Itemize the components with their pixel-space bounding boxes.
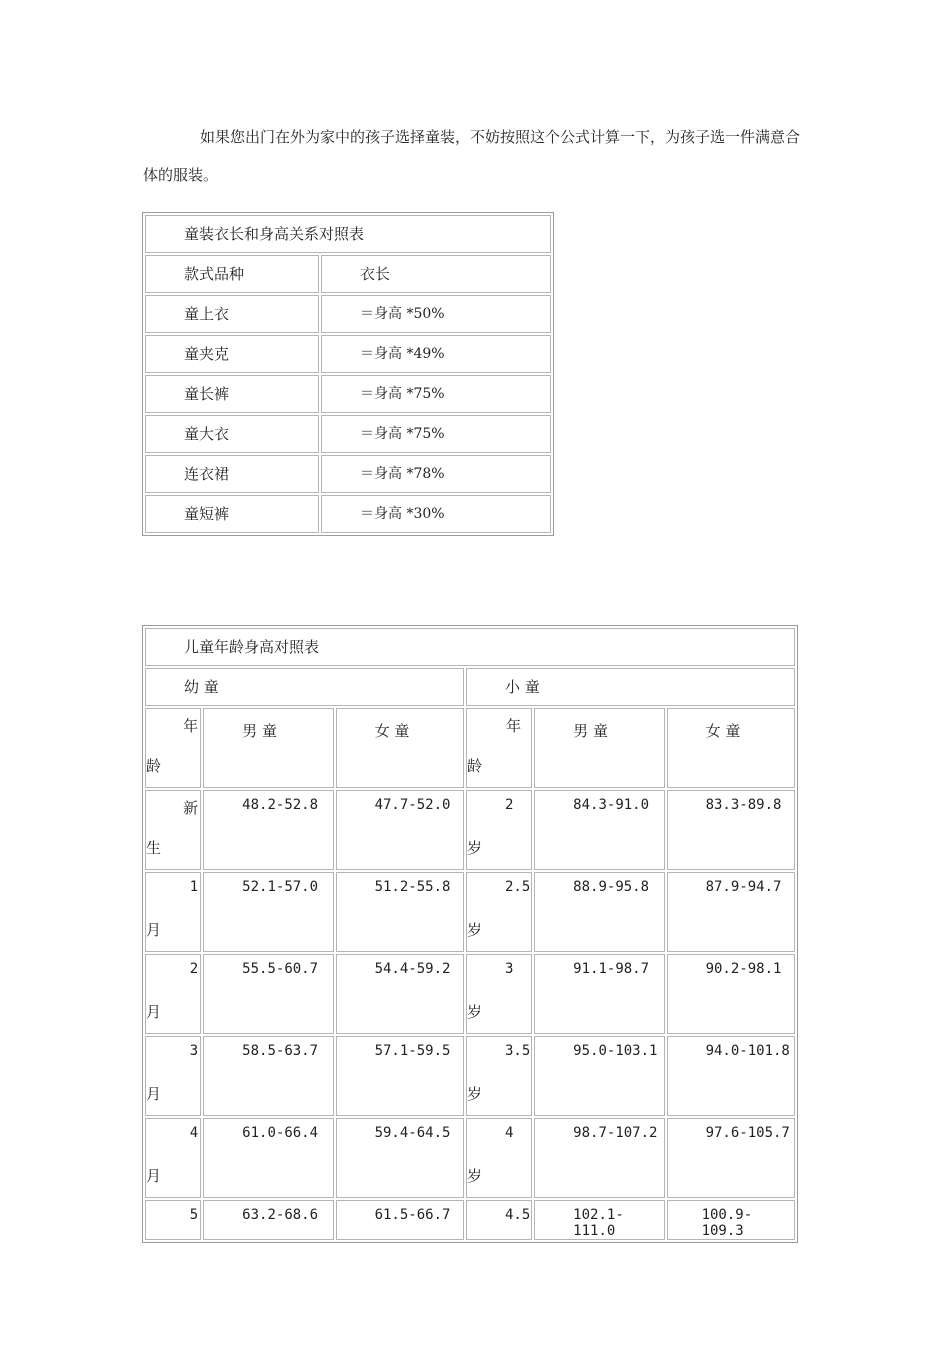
table-row	[145, 335, 551, 373]
girl-height: 59.4-64.5	[336, 1118, 464, 1198]
girl-height: 57.1-59.5	[336, 1036, 464, 1116]
age-cell	[145, 954, 201, 1034]
table-row	[145, 790, 795, 870]
table1-formula: ＝身高 *78%	[321, 455, 551, 493]
table-row	[145, 415, 551, 453]
age-cell	[145, 1036, 201, 1116]
boy-height: 63.2-68.6	[203, 1200, 333, 1240]
age-top: 4	[504, 1125, 514, 1141]
age-top: 5	[189, 1207, 199, 1223]
age-header-top: 年	[506, 717, 522, 735]
age-top: 4.5	[504, 1207, 531, 1223]
age-header-bottom: 龄	[466, 757, 482, 775]
intro-paragraph: 如果您出门在外为家中的孩子选择童装，不妨按照这个公式计算一下，为孩子选一件满意合体的服装。	[143, 128, 801, 184]
age-header-top: 年	[183, 717, 199, 735]
table-row	[145, 1200, 795, 1240]
table1-formula: ＝身高 *50%	[321, 295, 551, 333]
table1-item: 童长裤	[145, 375, 319, 413]
girl-header: 女 童	[336, 708, 464, 788]
age-unit: 月	[146, 1085, 162, 1103]
boy-height: 98.7-107.2	[534, 1118, 664, 1198]
age-unit: 岁	[466, 921, 482, 939]
table-row	[145, 495, 551, 533]
table1-title: 童装衣长和身高关系对照表	[145, 215, 551, 253]
age-height-table	[142, 625, 798, 1243]
age-cell	[145, 1118, 201, 1198]
table1-formula: ＝身高 *49%	[321, 335, 551, 373]
table1-formula: ＝身高 *30%	[321, 495, 551, 533]
girl-height: 100.9-109.3	[667, 1200, 795, 1240]
age-unit: 岁	[466, 1167, 482, 1185]
girl-header: 女 童	[667, 708, 795, 788]
age-top: 2.5	[504, 879, 531, 895]
table-row	[145, 872, 795, 952]
girl-height: 47.7-52.0	[336, 790, 464, 870]
age-cell	[466, 1118, 532, 1198]
age-header	[466, 708, 532, 788]
age-top: 2	[189, 961, 199, 977]
age-cell	[145, 872, 201, 952]
age-cell	[145, 790, 201, 870]
age-header	[145, 708, 201, 788]
boy-height: 55.5-60.7	[203, 954, 333, 1034]
boy-height: 84.3-91.0	[534, 790, 664, 870]
boy-height: 48.2-52.8	[203, 790, 333, 870]
age-cell	[466, 1200, 532, 1240]
girl-height: 51.2-55.8	[336, 872, 464, 952]
table-row	[145, 1036, 795, 1116]
age-unit: 岁	[466, 1003, 482, 1021]
table-row	[145, 455, 551, 493]
table2-title: 儿童年龄身高对照表	[145, 628, 795, 666]
age-cell	[466, 954, 532, 1034]
girl-height: 83.3-89.8	[667, 790, 795, 870]
group-child: 小 童	[466, 668, 795, 706]
table-row	[145, 1118, 795, 1198]
boy-header: 男 童	[534, 708, 664, 788]
age-top: 3	[189, 1043, 199, 1059]
group-infant: 幼 童	[145, 668, 464, 706]
table1-header-length: 衣长	[321, 255, 551, 293]
girl-height: 54.4-59.2	[336, 954, 464, 1034]
table1-item: 童大衣	[145, 415, 319, 453]
table-row	[145, 375, 551, 413]
age-cell	[466, 872, 532, 952]
girl-height: 94.0-101.8	[667, 1036, 795, 1116]
boy-height: 52.1-57.0	[203, 872, 333, 952]
table1-item: 连衣裙	[145, 455, 319, 493]
age-top: 1	[189, 879, 199, 895]
table1-item: 童上衣	[145, 295, 319, 333]
boy-height: 91.1-98.7	[534, 954, 664, 1034]
table1-header-style: 款式品种	[145, 255, 319, 293]
age-unit: 岁	[466, 1085, 482, 1103]
table1-formula: ＝身高 *75%	[321, 415, 551, 453]
age-unit: 岁	[466, 839, 482, 857]
table1-item: 童短裤	[145, 495, 319, 533]
table1-formula: ＝身高 *75%	[321, 375, 551, 413]
boy-height: 95.0-103.1	[534, 1036, 664, 1116]
age-header-bottom: 龄	[146, 757, 162, 775]
clothing-length-table	[142, 212, 554, 536]
table-row	[145, 954, 795, 1034]
girl-height: 97.6-105.7	[667, 1118, 795, 1198]
girl-height: 61.5-66.7	[336, 1200, 464, 1240]
age-cell	[466, 1036, 532, 1116]
age-unit: 生	[146, 839, 162, 857]
age-cell	[466, 790, 532, 870]
boy-height: 58.5-63.7	[203, 1036, 333, 1116]
boy-header: 男 童	[203, 708, 333, 788]
age-cell	[145, 1200, 201, 1240]
age-top: 3.5	[504, 1043, 531, 1059]
table-row	[145, 295, 551, 333]
age-unit: 月	[146, 921, 162, 939]
age-unit: 月	[146, 1003, 162, 1021]
girl-height: 87.9-94.7	[667, 872, 795, 952]
girl-height: 90.2-98.1	[667, 954, 795, 1034]
boy-height: 61.0-66.4	[203, 1118, 333, 1198]
age-top: 3	[504, 961, 514, 977]
age-unit: 月	[146, 1167, 162, 1185]
boy-height: 102.1-111.0	[534, 1200, 664, 1240]
boy-height: 88.9-95.8	[534, 872, 664, 952]
age-top: 新	[183, 799, 199, 817]
table1-item: 童夹克	[145, 335, 319, 373]
age-top: 4	[189, 1125, 199, 1141]
age-top: 2	[504, 797, 514, 813]
